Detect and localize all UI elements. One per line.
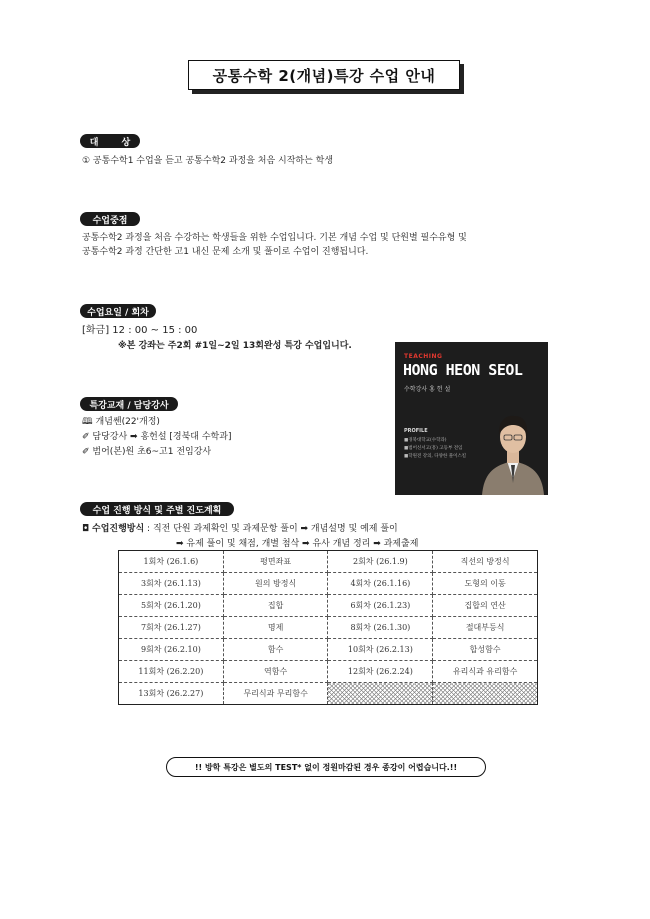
pencil-icon: ✐ (82, 432, 90, 442)
session-cell: 13회차 (26.2.27) (119, 683, 224, 705)
topic-cell: 무리식과 무리함수 (223, 683, 328, 705)
schedule-table (118, 550, 538, 705)
teacher-photo (478, 395, 548, 495)
method-label: 수업진행방식 (92, 524, 145, 534)
session-cell: 11회차 (26.2.20) (119, 661, 224, 683)
focus-line-2: 공통수학2 과정 간단한 고1 내신 문제 소개 및 풀이로 수업이 진행됩니다. (82, 247, 369, 257)
topic-cell: 직선의 방정식 (433, 551, 538, 573)
promo-profile-item: ■경북대학교(수학과) (404, 438, 447, 443)
topic-cell: 함수 (223, 639, 328, 661)
session-cell: 2회차 (26.1.9) (328, 551, 433, 573)
method-text-1: : 직전 단원 과제확인 및 과제문항 풀이 ➡ 개념설명 및 예제 풀이 (147, 524, 398, 534)
class-note: ※본 강좌는 주2회 #1일~2일 13회완성 특강 수업입니다. (118, 341, 352, 351)
topic-cell: 유리식과 유리함수 (433, 661, 538, 683)
session-cell: 5회차 (26.1.20) (119, 595, 224, 617)
method-text-2: ➡ 유제 풀이 및 채점, 개별 첨삭 ➡ 유사 개념 정리 ➡ 과제출제 (176, 539, 419, 549)
topic-cell: 평면좌표 (223, 551, 328, 573)
session-cell: 9회차 (26.2.10) (119, 639, 224, 661)
promo-profile-item: ■범어신서고(흥) 고등부 전임 (404, 446, 463, 451)
section-label-target: 대 상 (80, 134, 140, 148)
target-text: ① 공통수학1 수업을 듣고 공통수학2 과정을 처음 시작하는 학생 (82, 156, 334, 166)
teacher-text: 담당강사 ➡ 홍헌설 [경북대 수학과] (92, 432, 232, 442)
section-label-schedule: 수업요일 / 회차 (80, 304, 156, 318)
session-cell: 10회차 (26.2.13) (328, 639, 433, 661)
empty-hatched-cell (328, 683, 433, 705)
section-label-focus: 수업중점 (80, 212, 140, 226)
table-row (119, 573, 538, 595)
table-row (119, 551, 538, 573)
class-time: [화금] 12 : 00 ~ 15 : 00 (82, 325, 198, 336)
topic-cell: 역함수 (223, 661, 328, 683)
table-row (119, 595, 538, 617)
teacher-line (82, 429, 231, 442)
method-line-1 (82, 521, 398, 534)
section-label-plan: 수업 진행 방식 및 주별 진도계획 (80, 502, 234, 516)
checkbox-icon: ◘ (82, 524, 90, 534)
section-label-materials: 특강교재 / 담당강사 (80, 397, 178, 411)
promo-role: 수학강사 홍 헌 설 (404, 386, 451, 393)
career-text: 범어(본)원 초6~고1 전임강사 (92, 447, 212, 457)
book-line (82, 414, 160, 430)
topic-cell: 절대부등식 (433, 617, 538, 639)
session-cell: 6회차 (26.1.23) (328, 595, 433, 617)
session-cell: 7회차 (26.1.27) (119, 617, 224, 639)
session-cell: 1회차 (26.1.6) (119, 551, 224, 573)
table-row (119, 683, 538, 705)
book-text: 개념쎈(22'개정) (95, 417, 160, 427)
page-title: 공통수학 2(개념)특강 수업 안내 (188, 60, 460, 90)
topic-cell: 원의 방정식 (223, 573, 328, 595)
table-row (119, 617, 538, 639)
career-line (82, 444, 211, 457)
promo-teaching: TEACHING (404, 353, 443, 360)
session-cell: 4회차 (26.1.16) (328, 573, 433, 595)
pencil-icon: ✐ (82, 447, 90, 457)
focus-line-1: 공통수학2 과정을 처음 수강하는 학생들을 위한 수업입니다. 기본 개념 수업 및 단원별 필수유형 및 (82, 233, 467, 243)
session-cell: 3회차 (26.1.13) (119, 573, 224, 595)
table-row (119, 639, 538, 661)
promo-profile-heading: PROFILE (404, 428, 428, 434)
session-cell: 8회차 (26.1.30) (328, 617, 433, 639)
book-icon: 🕮 (82, 417, 93, 427)
topic-cell: 집합 (223, 595, 328, 617)
topic-cell: 집합의 연산 (433, 595, 538, 617)
session-cell: 12회차 (26.2.24) (328, 661, 433, 683)
topic-cell: 명제 (223, 617, 328, 639)
topic-cell: 합성함수 (433, 639, 538, 661)
promo-profile-item: ■학원전 강의, 다양한 풀이스킬 (404, 454, 467, 459)
table-row (119, 661, 538, 683)
notice-banner: !! 방학 특강은 별도의 TEST* 없이 정원마감된 경우 종강이 어렵습니다.!! (166, 757, 486, 777)
teacher-promo-image (395, 342, 548, 495)
empty-hatched-cell (433, 683, 538, 705)
topic-cell: 도형의 이동 (433, 573, 538, 595)
promo-name: HONG HEON SEOL (403, 361, 523, 379)
